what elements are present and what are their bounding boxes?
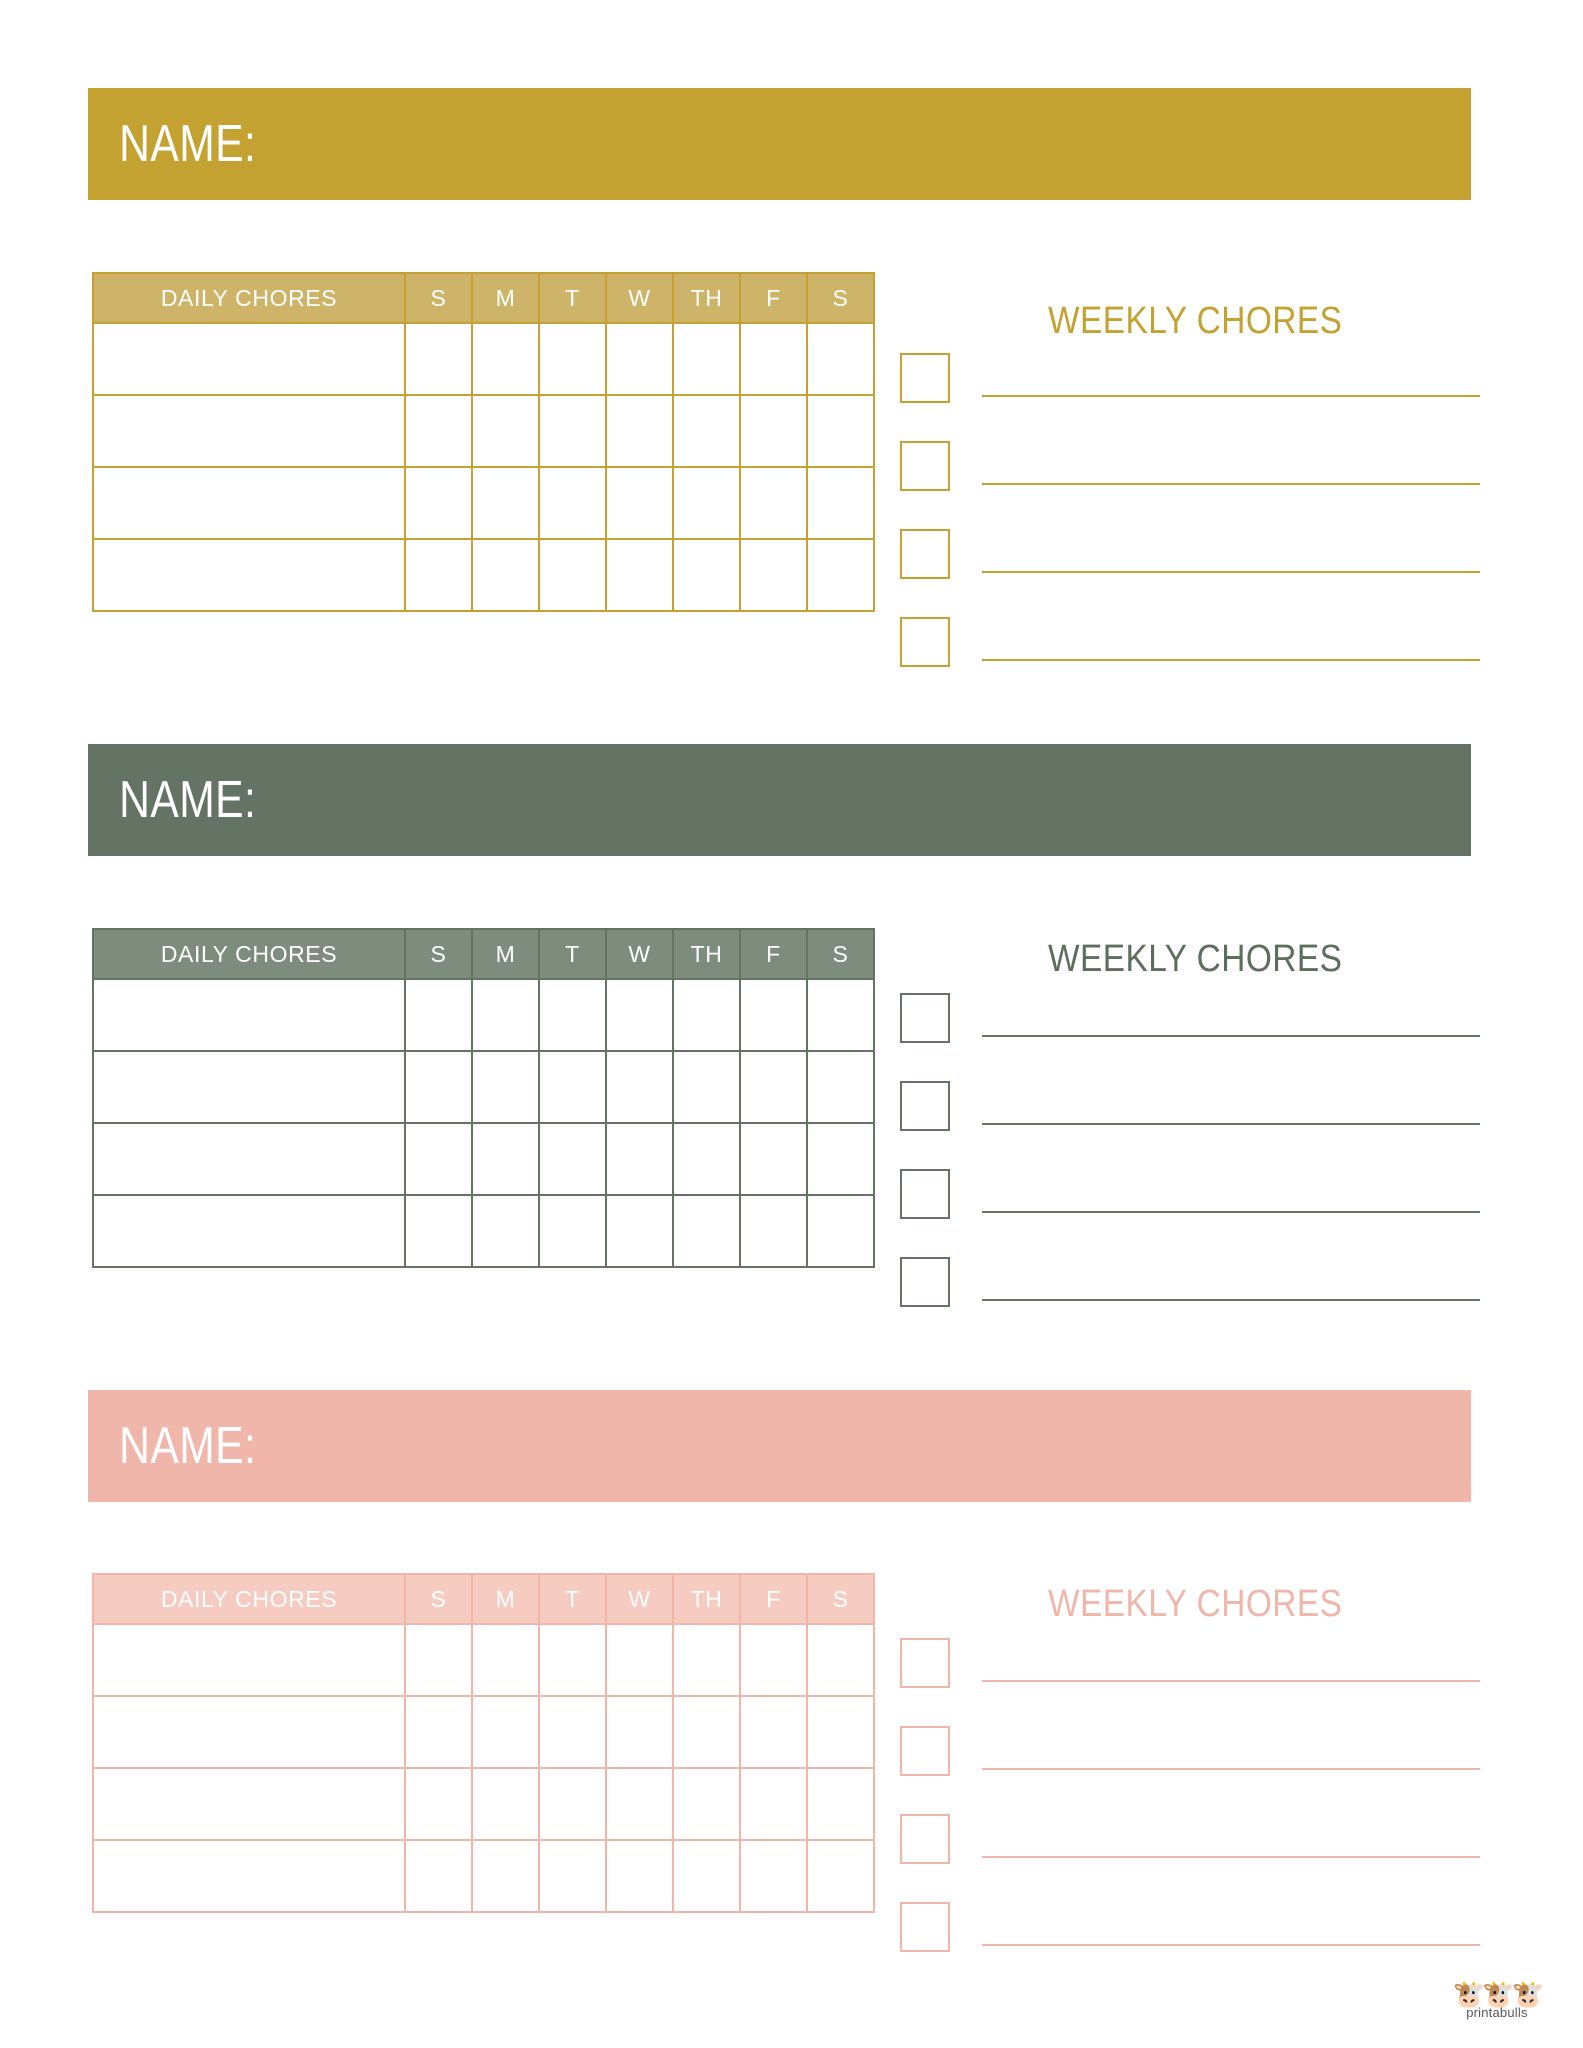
weekly-checkbox[interactable]	[900, 441, 950, 491]
weekly-write-line[interactable]	[982, 1211, 1480, 1213]
chore-name-cell[interactable]	[93, 1123, 405, 1195]
weekly-checkbox[interactable]	[900, 1169, 950, 1219]
check-cell[interactable]	[472, 467, 539, 539]
weekly-write-line[interactable]	[982, 483, 1480, 485]
name-label: NAME:	[119, 115, 257, 173]
chore-name-cell[interactable]	[93, 539, 405, 611]
check-cell[interactable]	[606, 1696, 673, 1768]
chore-section-gold	[0, 0, 1583, 700]
check-cell[interactable]	[740, 395, 807, 467]
weekly-write-line[interactable]	[982, 1123, 1480, 1125]
weekly-write-line[interactable]	[982, 1035, 1480, 1037]
brand-wordmark: printabulls	[1466, 2005, 1528, 2020]
check-cell[interactable]	[807, 979, 874, 1051]
list-item	[900, 1718, 1480, 1806]
check-cell[interactable]	[673, 1768, 740, 1840]
check-cell[interactable]	[673, 539, 740, 611]
check-cell[interactable]	[472, 1696, 539, 1768]
day-header-monday: M	[472, 273, 539, 323]
list-item	[900, 1806, 1480, 1894]
check-cell[interactable]	[740, 323, 807, 395]
check-cell[interactable]	[673, 979, 740, 1051]
table-row	[93, 323, 874, 395]
list-item	[900, 985, 1480, 1073]
check-cell[interactable]	[740, 1768, 807, 1840]
day-header-tuesday: T	[539, 273, 606, 323]
check-cell[interactable]	[539, 1051, 606, 1123]
list-item	[900, 1073, 1480, 1161]
check-cell[interactable]	[740, 1624, 807, 1696]
check-cell[interactable]	[606, 395, 673, 467]
chore-name-cell[interactable]	[93, 1696, 405, 1768]
check-cell[interactable]	[539, 1123, 606, 1195]
daily-chores-table-gold	[92, 272, 875, 612]
list-item	[900, 1630, 1480, 1718]
check-cell[interactable]	[606, 1624, 673, 1696]
table-row	[93, 1696, 874, 1768]
check-cell[interactable]	[673, 1624, 740, 1696]
check-cell[interactable]	[807, 1051, 874, 1123]
weekly-checkbox[interactable]	[900, 1726, 950, 1776]
check-cell[interactable]	[472, 395, 539, 467]
check-cell[interactable]	[606, 1840, 673, 1912]
check-cell[interactable]	[539, 323, 606, 395]
list-item	[900, 345, 1480, 433]
check-cell[interactable]	[539, 1624, 606, 1696]
check-cell[interactable]	[472, 539, 539, 611]
chore-name-cell[interactable]	[93, 1624, 405, 1696]
daily-chores-table-green	[92, 928, 875, 1268]
check-cell[interactable]	[405, 323, 472, 395]
day-header-friday: F	[740, 273, 807, 323]
check-cell[interactable]	[606, 1768, 673, 1840]
check-cell[interactable]	[405, 467, 472, 539]
check-cell[interactable]	[472, 1195, 539, 1267]
check-cell[interactable]	[606, 539, 673, 611]
chore-section-green	[0, 640, 1583, 1340]
check-cell[interactable]	[673, 395, 740, 467]
check-cell[interactable]	[740, 1696, 807, 1768]
check-cell[interactable]	[405, 395, 472, 467]
check-cell[interactable]	[539, 979, 606, 1051]
name-banner-gold[interactable]	[88, 88, 1471, 200]
list-item	[900, 1894, 1480, 1982]
chore-section-pink	[0, 1280, 1583, 1980]
table-header-row	[93, 1574, 874, 1624]
chore-name-cell[interactable]	[93, 323, 405, 395]
table-row	[93, 1051, 874, 1123]
check-cell[interactable]	[807, 1768, 874, 1840]
table-row	[93, 1624, 874, 1696]
table-row	[93, 1840, 874, 1912]
day-header-saturday: S	[807, 929, 874, 979]
check-cell[interactable]	[472, 323, 539, 395]
weekly-chores-list-pink	[900, 1630, 1480, 1982]
day-header-wednesday: W	[606, 273, 673, 323]
check-cell[interactable]	[807, 395, 874, 467]
list-item	[900, 1161, 1480, 1249]
check-cell[interactable]	[807, 1696, 874, 1768]
check-cell[interactable]	[472, 1051, 539, 1123]
weekly-write-line[interactable]	[982, 1944, 1480, 1946]
check-cell[interactable]	[807, 1195, 874, 1267]
check-cell[interactable]	[539, 1840, 606, 1912]
table-row	[93, 979, 874, 1051]
check-cell[interactable]	[606, 1195, 673, 1267]
chore-name-cell[interactable]	[93, 1195, 405, 1267]
check-cell[interactable]	[673, 467, 740, 539]
day-header-thursday: TH	[673, 1574, 740, 1624]
check-cell[interactable]	[740, 979, 807, 1051]
check-cell[interactable]	[405, 1123, 472, 1195]
table-row	[93, 1768, 874, 1840]
chore-name-cell[interactable]	[93, 395, 405, 467]
check-cell[interactable]	[539, 467, 606, 539]
check-cell[interactable]	[606, 979, 673, 1051]
chore-name-cell[interactable]	[93, 1840, 405, 1912]
check-cell[interactable]	[807, 323, 874, 395]
check-cell[interactable]	[472, 1624, 539, 1696]
weekly-checkbox[interactable]	[900, 993, 950, 1043]
check-cell[interactable]	[472, 979, 539, 1051]
check-cell[interactable]	[405, 1624, 472, 1696]
weekly-checkbox[interactable]	[900, 1814, 950, 1864]
check-cell[interactable]	[807, 467, 874, 539]
check-cell[interactable]	[740, 1840, 807, 1912]
check-cell[interactable]	[673, 1195, 740, 1267]
check-cell[interactable]	[740, 467, 807, 539]
check-cell[interactable]	[606, 467, 673, 539]
weekly-write-line[interactable]	[982, 1768, 1480, 1770]
day-header-friday: F	[740, 1574, 807, 1624]
weekly-write-line[interactable]	[982, 571, 1480, 573]
daily-chores-header: DAILY CHORES	[93, 273, 405, 323]
check-cell[interactable]	[807, 539, 874, 611]
check-cell[interactable]	[405, 1195, 472, 1267]
name-banner-green[interactable]	[88, 744, 1471, 856]
check-cell[interactable]	[740, 1051, 807, 1123]
table-row	[93, 467, 874, 539]
check-cell[interactable]	[539, 1696, 606, 1768]
check-cell[interactable]	[539, 395, 606, 467]
check-cell[interactable]	[539, 539, 606, 611]
bulls-icon: 🐮🐮🐮	[1452, 1979, 1541, 2009]
check-cell[interactable]	[807, 1123, 874, 1195]
day-header-monday: M	[472, 929, 539, 979]
check-cell[interactable]	[673, 1696, 740, 1768]
chore-name-cell[interactable]	[93, 979, 405, 1051]
check-cell[interactable]	[472, 1840, 539, 1912]
check-cell[interactable]	[606, 1123, 673, 1195]
day-header-saturday: S	[807, 1574, 874, 1624]
day-header-friday: F	[740, 929, 807, 979]
day-header-tuesday: T	[539, 1574, 606, 1624]
check-cell[interactable]	[405, 1696, 472, 1768]
check-cell[interactable]	[405, 1768, 472, 1840]
weekly-write-line[interactable]	[982, 395, 1480, 397]
check-cell[interactable]	[405, 539, 472, 611]
day-header-tuesday: T	[539, 929, 606, 979]
check-cell[interactable]	[673, 323, 740, 395]
day-header-monday: M	[472, 1574, 539, 1624]
weekly-checkbox[interactable]	[900, 1081, 950, 1131]
day-header-wednesday: W	[606, 1574, 673, 1624]
list-item	[900, 433, 1480, 521]
table-header-row	[93, 273, 874, 323]
table-row	[93, 1195, 874, 1267]
weekly-write-line[interactable]	[982, 1680, 1480, 1682]
check-cell[interactable]	[405, 1051, 472, 1123]
name-label: NAME:	[119, 771, 257, 829]
chore-name-cell[interactable]	[93, 467, 405, 539]
weekly-checkbox[interactable]	[900, 1638, 950, 1688]
chore-name-cell[interactable]	[93, 1051, 405, 1123]
day-header-sunday: S	[405, 929, 472, 979]
weekly-checkbox[interactable]	[900, 529, 950, 579]
check-cell[interactable]	[472, 1123, 539, 1195]
check-cell[interactable]	[673, 1123, 740, 1195]
chore-name-cell[interactable]	[93, 1768, 405, 1840]
weekly-chores-title: WEEKLY CHORES	[1048, 1583, 1343, 1625]
check-cell[interactable]	[673, 1051, 740, 1123]
day-header-wednesday: W	[606, 929, 673, 979]
footer-logo	[1452, 1979, 1541, 2020]
table-row	[93, 395, 874, 467]
daily-chores-header: DAILY CHORES	[93, 929, 405, 979]
table-row	[93, 539, 874, 611]
check-cell[interactable]	[807, 1840, 874, 1912]
check-cell[interactable]	[673, 1840, 740, 1912]
weekly-chores-title: WEEKLY CHORES	[1048, 300, 1343, 342]
daily-chores-table-pink	[92, 1573, 875, 1913]
check-cell[interactable]	[740, 1123, 807, 1195]
day-header-sunday: S	[405, 273, 472, 323]
check-cell[interactable]	[740, 539, 807, 611]
name-banner-pink[interactable]	[88, 1390, 1471, 1502]
check-cell[interactable]	[539, 1195, 606, 1267]
weekly-write-line[interactable]	[982, 1856, 1480, 1858]
check-cell[interactable]	[405, 979, 472, 1051]
check-cell[interactable]	[807, 1624, 874, 1696]
name-label: NAME:	[119, 1417, 257, 1475]
day-header-thursday: TH	[673, 929, 740, 979]
check-cell[interactable]	[740, 1195, 807, 1267]
check-cell[interactable]	[606, 1051, 673, 1123]
list-item	[900, 521, 1480, 609]
check-cell[interactable]	[405, 1840, 472, 1912]
weekly-chores-title: WEEKLY CHORES	[1048, 938, 1343, 980]
weekly-checkbox[interactable]	[900, 1902, 950, 1952]
day-header-saturday: S	[807, 273, 874, 323]
daily-chores-header: DAILY CHORES	[93, 1574, 405, 1624]
day-header-thursday: TH	[673, 273, 740, 323]
table-row	[93, 1123, 874, 1195]
check-cell[interactable]	[472, 1768, 539, 1840]
weekly-checkbox[interactable]	[900, 353, 950, 403]
table-header-row	[93, 929, 874, 979]
check-cell[interactable]	[539, 1768, 606, 1840]
day-header-sunday: S	[405, 1574, 472, 1624]
check-cell[interactable]	[606, 323, 673, 395]
